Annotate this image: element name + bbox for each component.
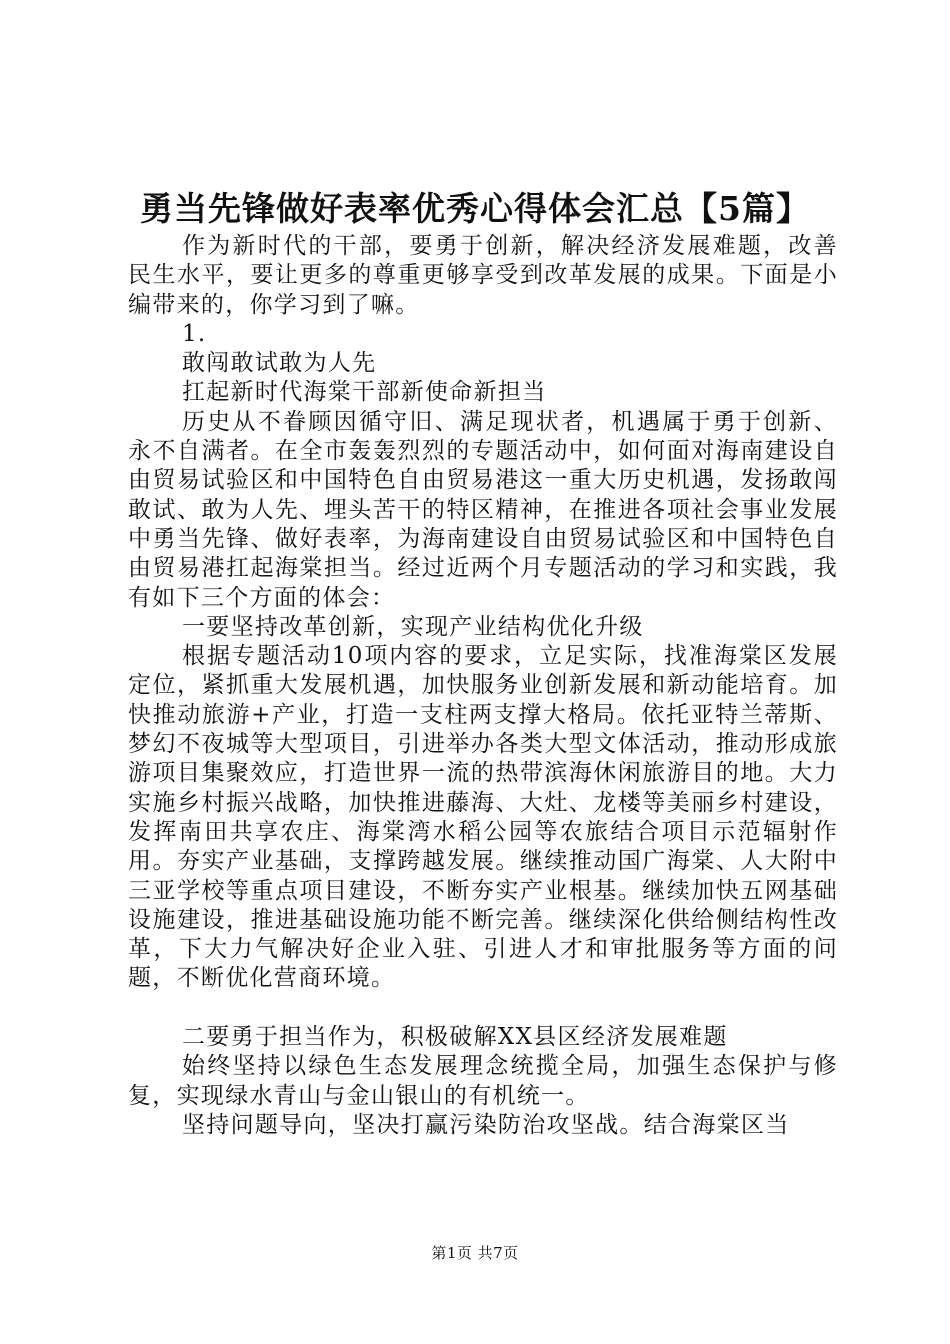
paragraph: 历史从不眷顾因循守旧、满足现状者，机遇属于勇于创新、永不自满者。在全市轰轰烈烈的专题活动中，如何面对海南建设自由贸易试验区和中国特色自由贸易港这一重大历史机遇，发扬敢闯敢试、敢为人先、埋头苦干的特区精神，在推进各项社会事业发展中勇当先锋、做好表率，为海南建设自由贸易试验区和中国特色自由贸易港扛起海棠担当。经过近两个月专题活动的学习和实践，我有如下三个方面的体会： <box>128 408 838 611</box>
blank-line <box>128 994 838 1023</box>
paragraph: 扛起新时代海棠干部新使命新担当 <box>182 379 547 406</box>
paragraph: 根据专题活动10项内容的要求，立足实际，找准海棠区发展定位，紧抓重大发展机遇，加快服务业创新发展和新动能培育。加快推动旅游+产业，打造一支柱两支撑大格局。依托亚特兰蒂斯、梦幻不夜城等大型项目，引进举办各类大型文体活动，推动形成旅游项目集聚效应，打造世界一流的热带滨海休闲旅游目的地。大力实施乡村振兴战略，加快推进藤海、大灶、龙楼等美丽乡村建设，发挥南田共享农庄、海棠湾水稻公园等农旅结合项目示范辐射作用。夯实产业基础，支撑跨越发展。继续推动国广海棠、人大附中三亚学校等重点项目建设，不断夯实产业根基。继续加快五网基础设施建设，推进基础设施功能不断完善。继续深化供给侧结构性改革，下大力气解决好企业入驻、引进人才和审批服务等方面的问题，不断优化营商环境。 <box>128 643 838 992</box>
paragraph: 1. <box>182 320 207 347</box>
document-body <box>128 232 838 1140</box>
paragraph: 一要坚持改革创新，实现产业结构优化升级 <box>182 613 644 640</box>
document-title: 勇当先锋做好表率优秀心得体会汇总【5篇】 <box>140 189 810 228</box>
paragraph: 作为新时代的干部，要勇于创新，解决经济发展难题，改善民生水平，要让更多的尊重更够享受到改革发展的成果。下面是小编带来的，你学习到了嘛。 <box>128 233 838 318</box>
paragraph: 坚持问题导向，坚决打赢污染防治攻坚战。结合海棠区当 <box>182 1111 790 1138</box>
paragraph: 敢闯敢试敢为人先 <box>182 350 377 377</box>
page-footer: 第1页 共7页 <box>431 1244 519 1262</box>
paragraph: 二要勇于担当作为，积极破解XX县区经济发展难题 <box>182 1024 728 1051</box>
paragraph: 始终坚持以绿色生态发展理念统揽全局，加强生态保护与修复，实现绿水青山与金山银山的有机统一。 <box>128 1053 838 1109</box>
